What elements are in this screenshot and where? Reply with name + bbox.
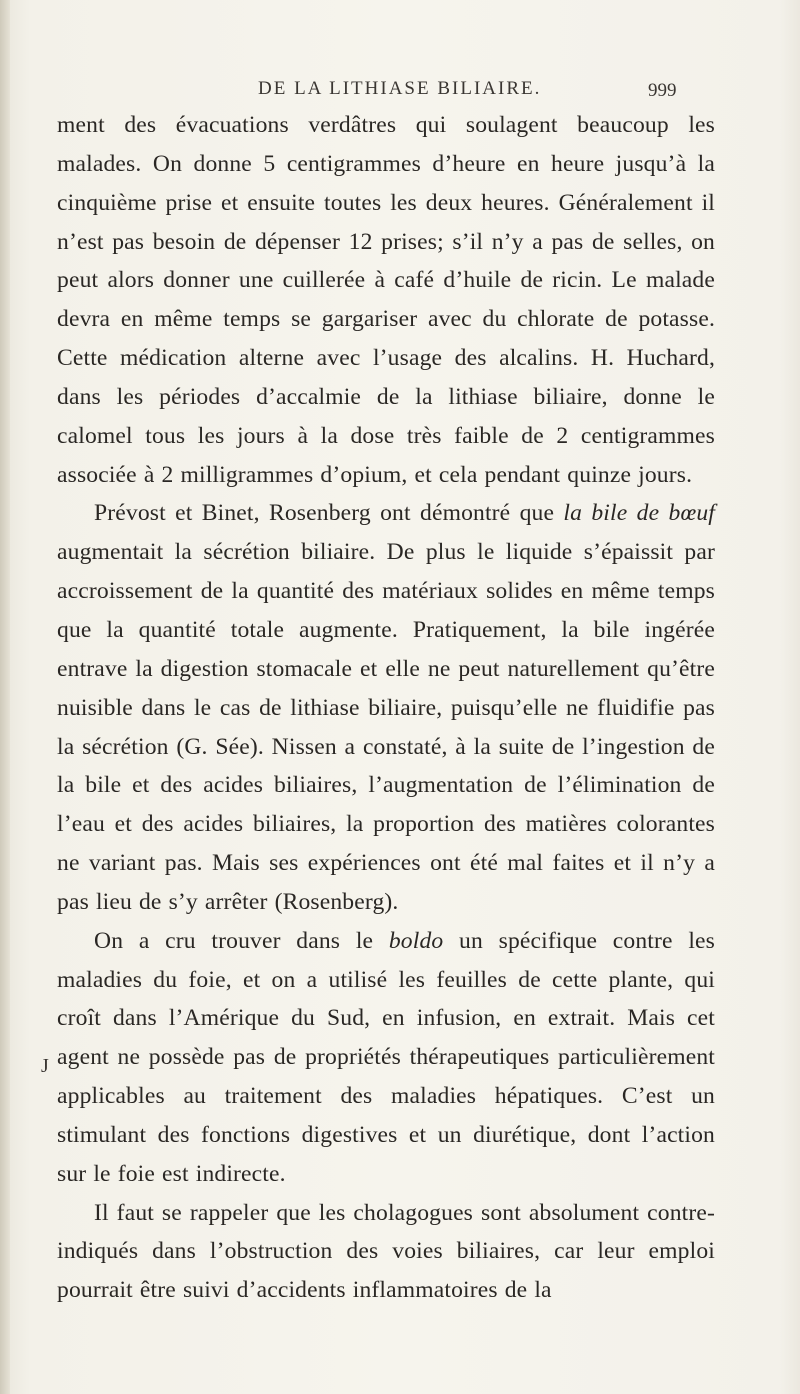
paragraph-2-text-start: Prévost et Binet, Rosenberg ont démontré que [94,500,564,527]
paragraph-3 [57,922,715,1194]
paragraph-3-italic-term: boldo [388,927,444,954]
binding-edge [0,0,10,1394]
paragraph-2-text-rest: augmentait la sécrétion biliaire. De plus le liquide s’épaissit par accroissement de la quantité des matériaux solides en même temps que la quantité totale augmente. Pratiquement, la bile ingérée entrave la digestion stomacale et elle ne peut naturellement qu’être nuisible dans le cas de lithiase biliaire, puisqu’elle ne fluidifie pas la sécrétion (G. Sée). Nissen a constaté, à la suite de l’ingestion de la bile et des acides biliaires, l’augmentation de l’élimination de l’eau et des acides biliaires, la proportion des matières colorantes ne variant pas. Mais ses expériences ont été mal faites et il n’y a pas lieu de s’y arrêter (Rosenberg). [57,539,715,915]
paragraph-1-text: ment des évacuations verdâtres qui soulagent beaucoup les malades. On donne 5 centigrammes d’heure en heure jusqu’à la cinquième prise et ensuite toutes les deux heures. Généralement il n’est pas besoin de dépenser 12 prises; s’il n’y a pas de selles, on peut alors donner une cuillerée à café d’huile de ricin. Le malade devra en même temps se gargariser avec du chlorate de potasse. Cette médication alterne avec l’usage des alcalins. H. Huchard, dans les périodes d’accalmie de la lithiase biliaire, donne le calomel tous les jours à la dose très faible de 2 centigrammes associée à 2 milligrammes d’opium, et cela pendant quinze jours. [57,112,715,488]
page-number: 999 [648,80,677,101]
paragraph-4-text: Il faut se rappeler que les cholagogues sont absolument contre-indiqués dans l’obstruction des voies biliaires, car leur emploi pourrait être suivi d’accidents inflammatoires de la [57,1199,715,1304]
body-text [57,106,715,1310]
paragraph-4 [57,1194,715,1311]
paragraph-3-text-start: On a cru trouver dans le [94,927,389,954]
paragraph-2-italic-term: la bile de bœuf [563,500,715,527]
paragraph-2 [57,494,715,921]
running-head: DE LA LITHIASE BILIAIRE. [258,78,542,99]
paragraph-1 [57,106,715,494]
paragraph-3-text-rest: un spécifique contre les maladies du foie, et on a utilisé les feuilles de cette plante, qui croît dans l’Amérique du Sud, en infusion, en extrait. Mais cet agent ne possède pas de propriétés thérapeutiques particulièrement applicables au traitement des maladies hépatiques. C’est un stimulant des fonctions digestives et un diurétique, dont l’action sur le foie est indirecte. [57,927,715,1187]
margin-pencil-mark: J [41,1055,49,1077]
